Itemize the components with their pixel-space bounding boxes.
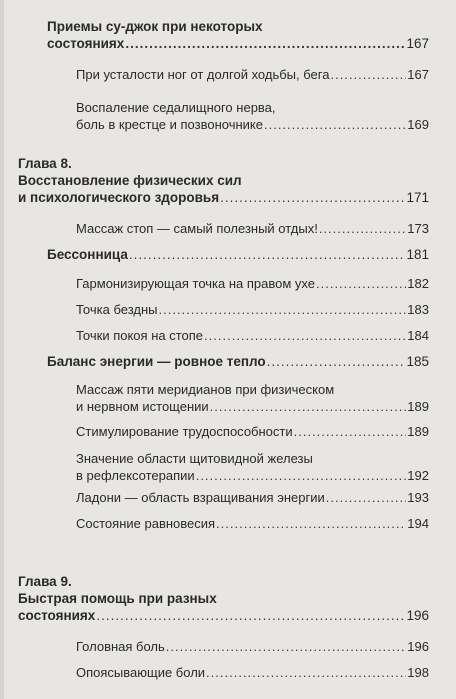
toc-line: и психологического здоровья	[18, 190, 220, 205]
page-number: 167	[406, 36, 429, 51]
toc-line: состояниях	[47, 36, 125, 51]
page-number: 185	[406, 354, 429, 369]
toc-line: Быстрая помощь при разных	[18, 591, 217, 606]
leader-dots	[216, 515, 406, 532]
leader-dots	[204, 327, 406, 344]
toc-line: в рефлексотерапии	[76, 468, 195, 483]
toc-line: Ладони — область взращивания энергии	[76, 490, 325, 505]
page-number: 183	[407, 302, 429, 317]
toc-entry[interactable]	[76, 220, 429, 237]
toc-line: Точки покоя на стопе	[76, 328, 204, 343]
page-number: 198	[407, 665, 429, 680]
leader-dots	[316, 275, 406, 292]
toc-line: Приемы су-джок при некоторых	[47, 19, 263, 34]
toc-section-energy[interactable]	[47, 353, 429, 370]
toc-line: Точка бездны	[76, 302, 158, 317]
leader-dots	[125, 35, 405, 52]
toc-entry[interactable]	[76, 664, 429, 681]
chapter-label: Глава 9.	[18, 574, 72, 589]
page-edge-shadow	[0, 0, 4, 699]
toc-entry[interactable]	[76, 423, 429, 440]
leader-dots	[159, 301, 407, 318]
page-number: 169	[407, 117, 429, 132]
page-number: 189	[407, 399, 429, 414]
leader-dots	[166, 638, 407, 655]
toc-line: и нервном истощении	[76, 399, 209, 414]
leader-dots	[319, 220, 406, 237]
page-number: 189	[407, 424, 429, 439]
page-number: 192	[407, 468, 429, 483]
toc-line: Состояние равновесия	[76, 516, 216, 531]
toc-entry[interactable]	[76, 327, 429, 344]
toc-line: Гармонизирующая точка на правом ухе	[76, 276, 315, 291]
leader-dots	[96, 607, 405, 624]
toc-section-sujok[interactable]	[47, 18, 429, 52]
leader-dots	[294, 423, 407, 440]
toc-entry[interactable]	[76, 515, 429, 532]
toc-line: Массаж стоп — самый полезный отдых!	[76, 221, 318, 236]
page-number: 182	[407, 276, 429, 291]
leader-dots	[210, 398, 407, 415]
toc-entry[interactable]	[76, 381, 429, 415]
toc-entry[interactable]	[76, 489, 429, 506]
toc-entry[interactable]	[76, 638, 429, 655]
toc-entry[interactable]	[76, 301, 429, 318]
toc-line: Массаж пяти меридианов при физическом	[76, 382, 335, 397]
page-number: 181	[406, 247, 429, 262]
toc-line: Восстановление физических сил	[18, 173, 242, 188]
page-number: 184	[407, 328, 429, 343]
leader-dots	[129, 246, 406, 263]
leader-dots	[196, 467, 407, 484]
leader-dots	[326, 489, 407, 506]
toc-line: Бессонница	[47, 247, 128, 262]
page-number: 173	[407, 221, 429, 236]
page-number: 167	[407, 67, 429, 82]
toc-line: Значение области щитовидной железы	[76, 451, 313, 466]
toc-entry[interactable]	[76, 66, 429, 83]
leader-dots	[267, 353, 406, 370]
toc-entry[interactable]	[76, 275, 429, 292]
toc-line: Баланс энергии — ровное тепло	[47, 354, 266, 369]
page-number: 194	[407, 516, 429, 531]
leader-dots	[330, 66, 406, 83]
toc-chapter-8[interactable]	[18, 155, 429, 206]
toc-chapter-9[interactable]	[18, 573, 429, 624]
leader-dots	[206, 664, 406, 681]
leader-dots	[220, 189, 405, 206]
page-number: 193	[407, 490, 429, 505]
toc-line: состояниях	[18, 608, 96, 623]
page-number: 196	[406, 608, 429, 623]
toc-line: Опоясывающие боли	[76, 665, 206, 680]
page-number: 196	[407, 639, 429, 654]
toc-line: Стимулирование трудоспособности	[76, 424, 293, 439]
toc-line: боль в крестце и позвоночнике	[76, 117, 263, 132]
toc-line: Головная боль	[76, 639, 165, 654]
toc-entry[interactable]	[76, 99, 429, 133]
toc-line: Воспаление седалищного нерва,	[76, 100, 276, 115]
leader-dots	[264, 116, 406, 133]
toc-line: При усталости ног от долгой ходьбы, бега	[76, 67, 330, 82]
toc-entry[interactable]	[76, 450, 429, 484]
toc-section-insomnia[interactable]	[47, 246, 429, 263]
page-number: 171	[406, 190, 429, 205]
chapter-label: Глава 8.	[18, 156, 72, 171]
